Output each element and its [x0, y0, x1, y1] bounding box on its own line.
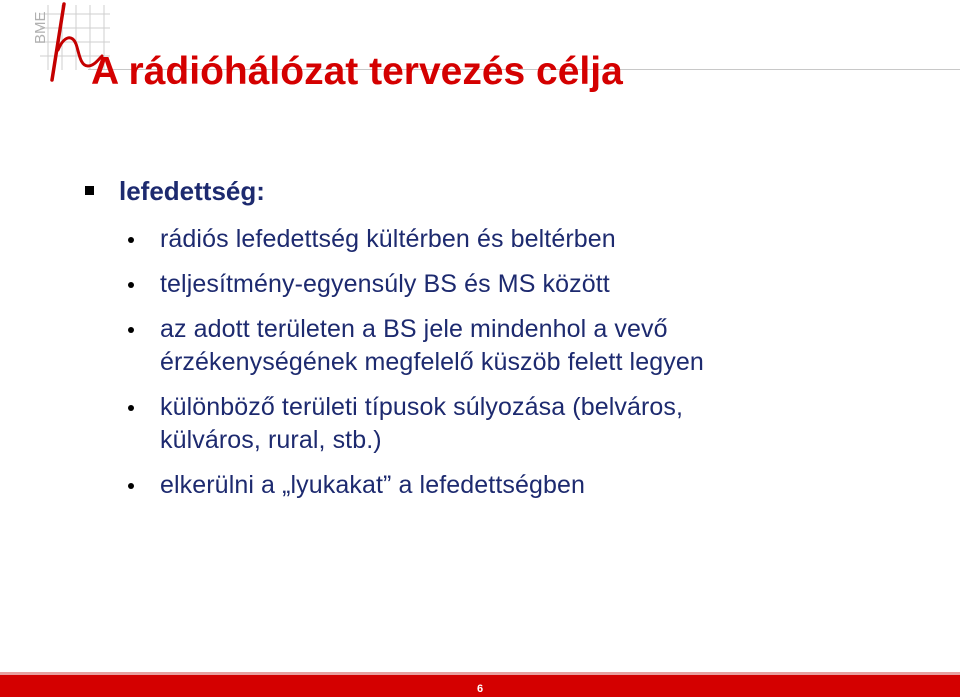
bullet-dot-icon — [128, 237, 134, 243]
list-item-text: külváros, rural, stb.) — [160, 426, 382, 454]
list-item — [128, 391, 928, 457]
bullet-list — [128, 223, 928, 514]
list-item — [128, 313, 928, 379]
square-bullet-icon — [85, 186, 94, 195]
page-number: 6 — [476, 683, 484, 695]
bullet-dot-icon — [128, 327, 134, 333]
list-item-text: rádiós lefedettség kültérben és beltérben — [160, 225, 616, 253]
list-item-text: érzékenységének megfelelő küszöb felett legyen — [160, 348, 704, 376]
section-heading-text: lefedettség: — [119, 176, 265, 206]
section-heading — [85, 176, 265, 207]
list-item-text: teljesítmény-egyensúly BS és MS között — [160, 270, 610, 298]
list-item — [128, 268, 928, 301]
list-item-text: elkerülni a „lyukakat” a lefedettségben — [160, 471, 585, 499]
list-item-text: az adott területen a BS jele mindenhol a vevő — [160, 315, 668, 343]
list-item — [128, 469, 928, 502]
bullet-dot-icon — [128, 405, 134, 411]
logo-text: BME — [32, 11, 49, 44]
bullet-dot-icon — [128, 483, 134, 489]
list-item — [128, 223, 928, 256]
bullet-dot-icon — [128, 282, 134, 288]
slide-title: A rádióhálózat tervezés célja — [91, 50, 623, 93]
list-item-text: különböző területi típusok súlyozása (belváros, — [160, 393, 684, 421]
